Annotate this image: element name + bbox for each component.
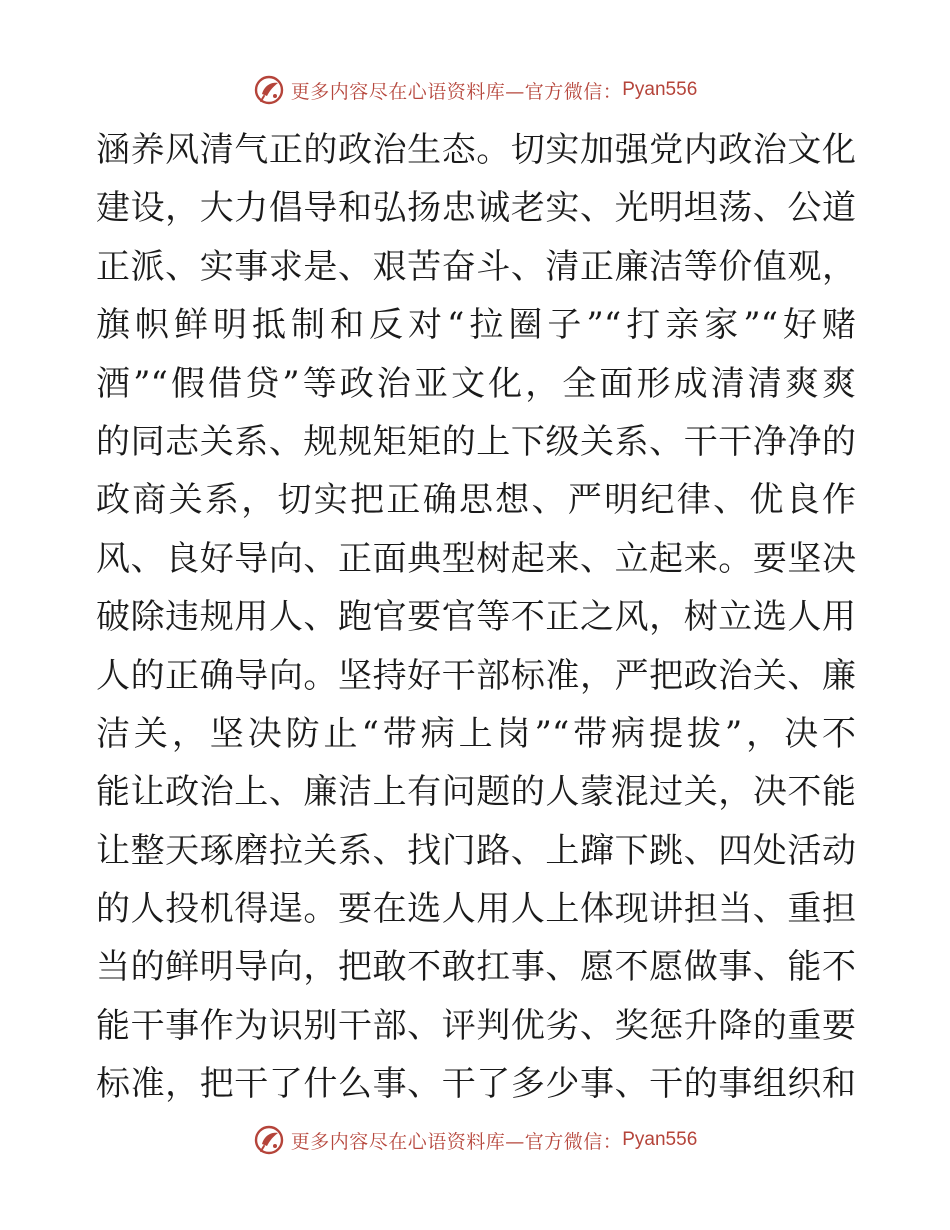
text-line: 能让政治上、廉洁上有问题的人蒙混过关，决不能 bbox=[96, 772, 856, 813]
text-line: 能干事作为识别干部、评判优劣、奖惩升降的重要 bbox=[96, 1005, 856, 1046]
header-wechat-id: Pyan556 bbox=[622, 79, 698, 100]
footer-banner-text: 更多内容尽在心语资料库—官方微信： bbox=[290, 1130, 623, 1153]
text-line: 的同志关系、规规矩矩的上下级关系、干干净净的 bbox=[96, 421, 856, 462]
footer-wechat-id: Pyan556 bbox=[622, 1129, 698, 1150]
brand-logo-icon bbox=[253, 74, 285, 106]
text-line: 建设，大力倡导和弘扬忠诚老实、光明坦荡、公道 bbox=[96, 188, 856, 229]
text-line: 正派、实事求是、艰苦奋斗、清正廉洁等价值观， bbox=[96, 246, 856, 287]
text-line: 洁关，坚决防止“带病上岗”“带病提拔”，决不 bbox=[96, 713, 856, 754]
text-line: 当的鲜明导向，把敢不敢扛事、愿不愿做事、能不 bbox=[96, 947, 856, 988]
footer-banner bbox=[0, 1120, 950, 1160]
text-line: 的人投机得逞。要在选人用人上体现讲担当、重担 bbox=[96, 889, 856, 930]
text-line: 破除违规用人、跑官要官等不正之风，树立选人用 bbox=[96, 597, 856, 638]
text-line: 政商关系，切实把正确思想、严明纪律、优良作 bbox=[96, 480, 856, 521]
header-banner bbox=[0, 70, 950, 110]
text-line: 人的正确导向。坚持好干部标准，严把政治关、廉 bbox=[96, 655, 856, 696]
text-line: 让整天琢磨拉关系、找门路、上蹿下跳、四处活动 bbox=[96, 830, 856, 871]
text-line: 标准，把干了什么事、干了多少事、干的事组织和 bbox=[96, 1064, 856, 1105]
text-line: 旗帜鲜明抵制和反对“拉圈子”“打亲家”“好赌 bbox=[96, 305, 856, 346]
brand-logo-icon bbox=[253, 1124, 285, 1156]
text-line: 风、良好导向、正面典型树起来、立起来。要坚决 bbox=[96, 538, 856, 579]
header-banner-text: 更多内容尽在心语资料库—官方微信： bbox=[290, 80, 623, 103]
text-line: 涵养风清气正的政治生态。切实加强党内政治文化 bbox=[96, 130, 856, 170]
document-body bbox=[96, 121, 856, 1114]
text-line: 酒”“假借贷”等政治亚文化，全面形成清清爽爽 bbox=[96, 363, 856, 404]
